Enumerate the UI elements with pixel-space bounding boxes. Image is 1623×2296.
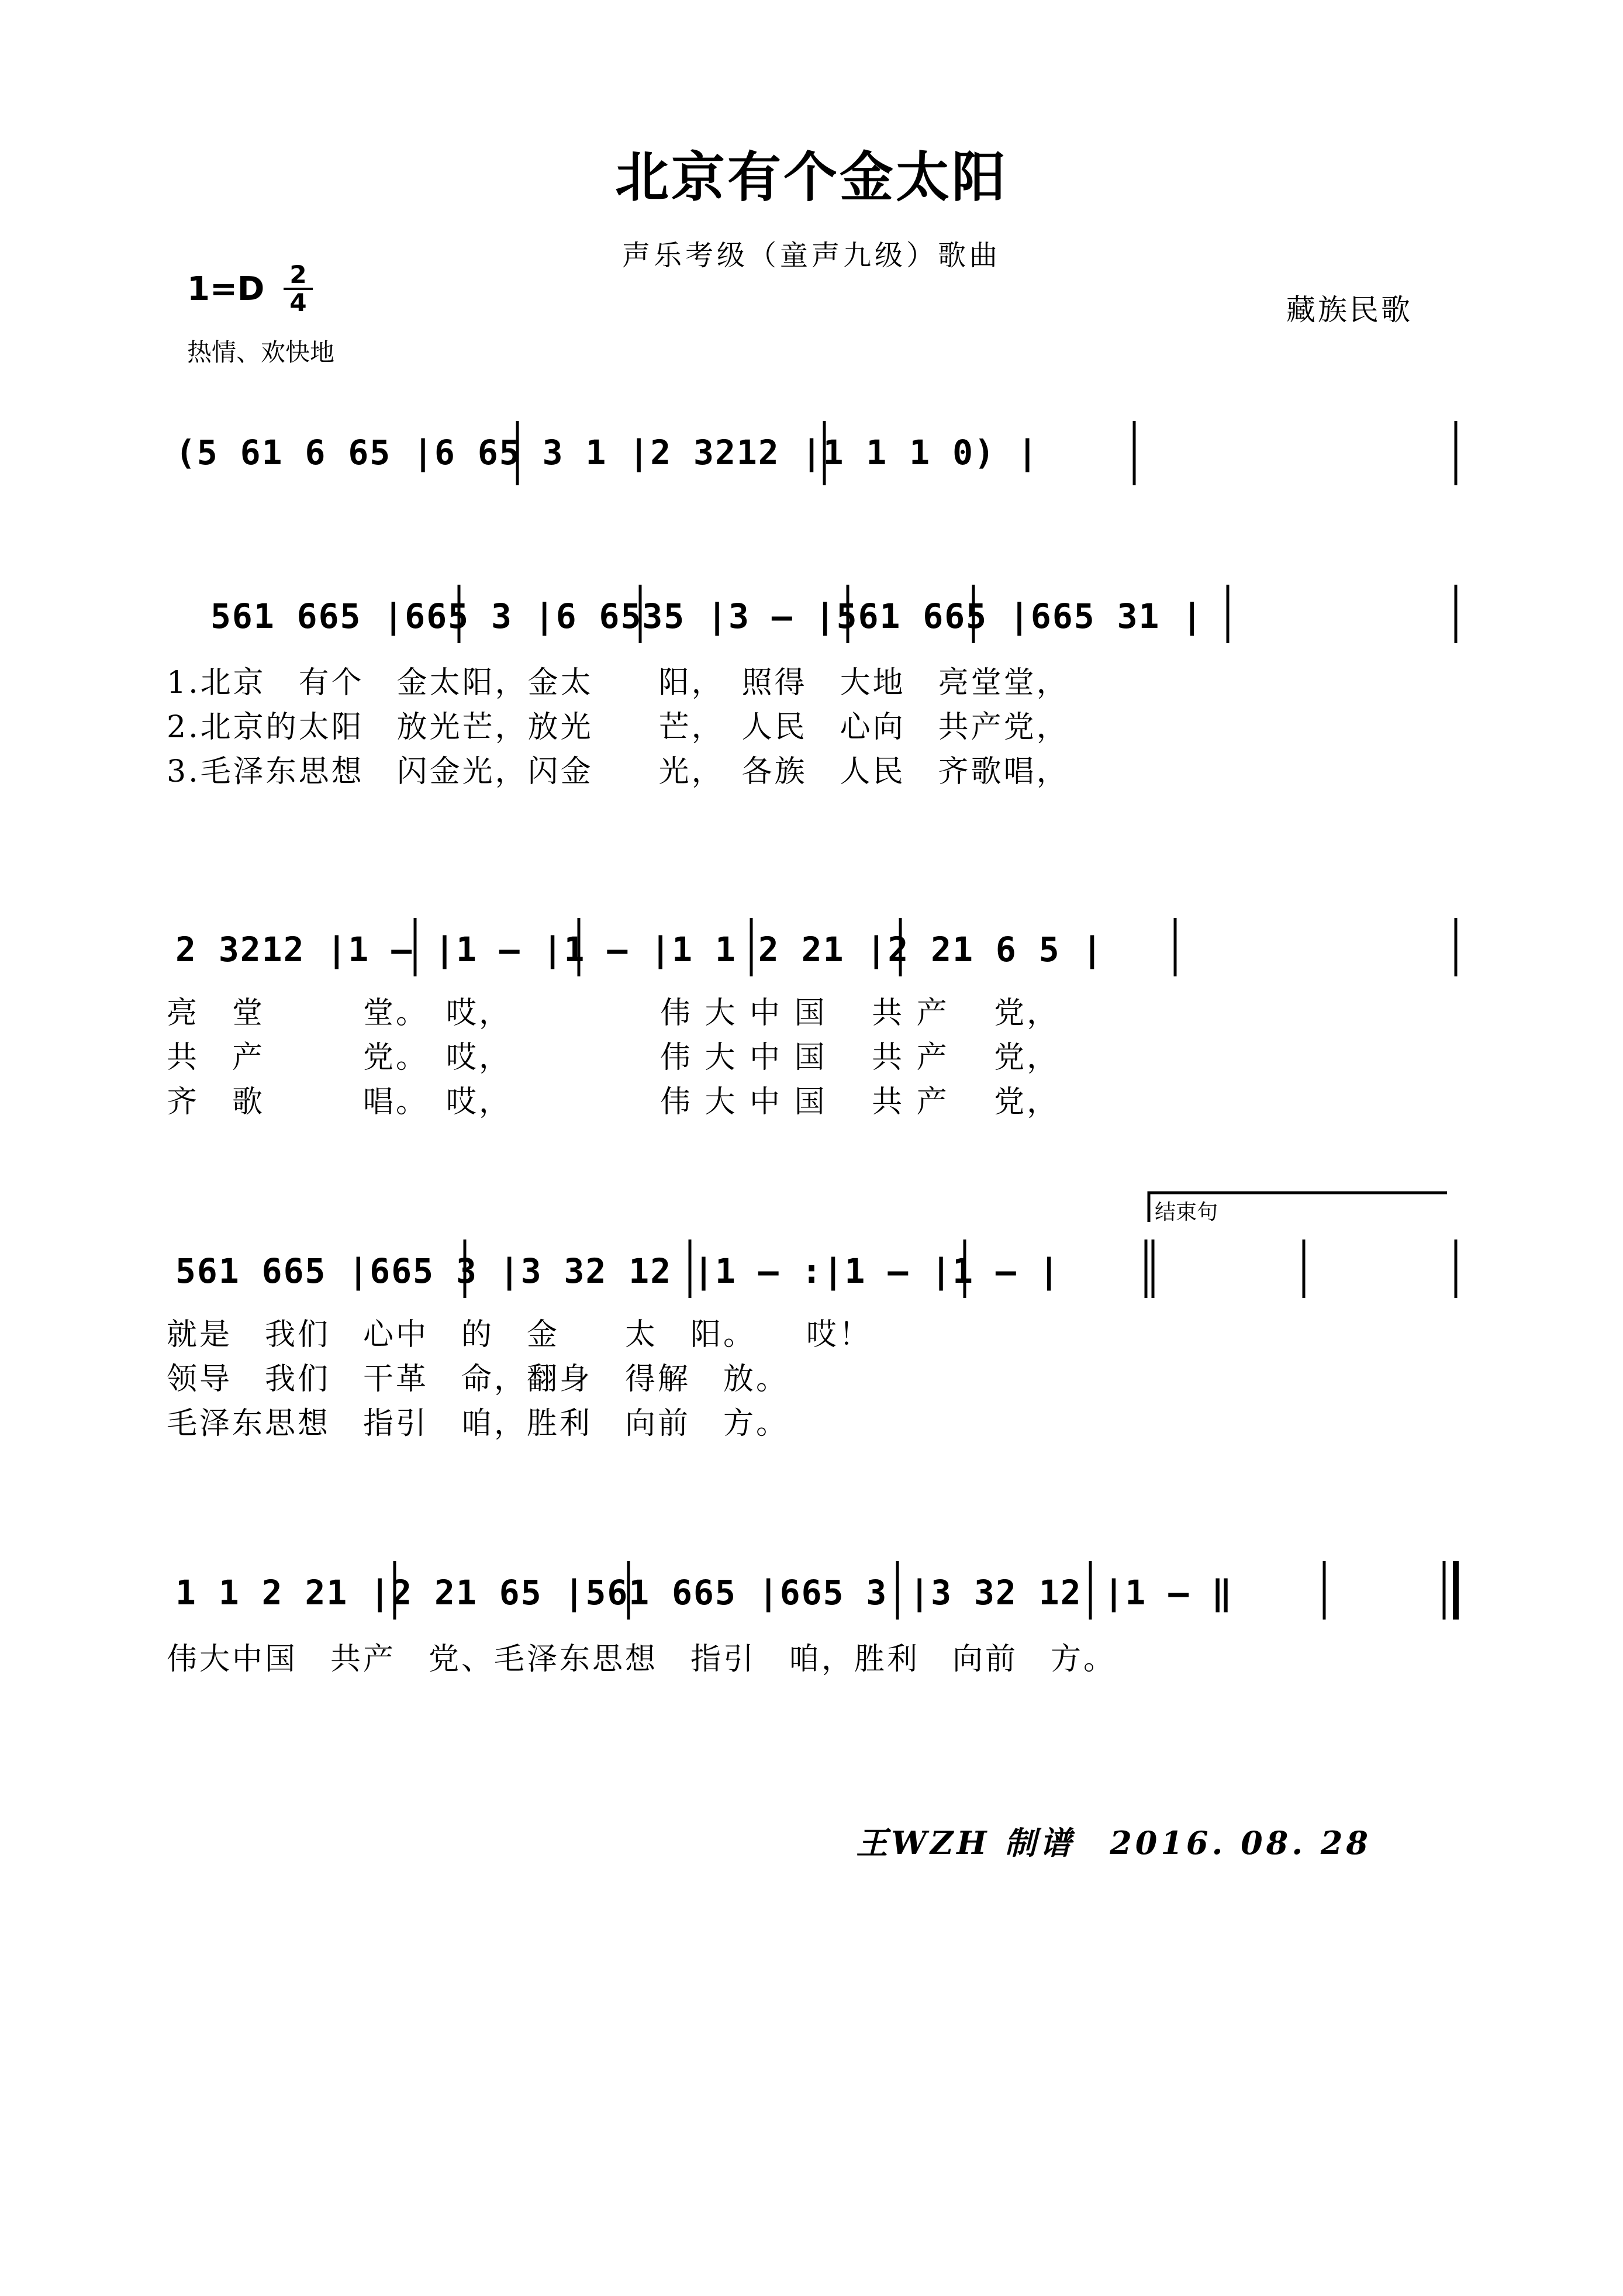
lyric-line: 伟大中国 共产 党、毛泽东思想 指引 咱，胜利 向前 方。 <box>167 1642 1117 1677</box>
transcription-credit: 王WZH 制谱 2016. 08. 28 <box>856 1824 1372 1862</box>
time-signature-top: 2 <box>289 260 307 289</box>
lyric-line: 就是 我们 心中 的 金 太 阳。 哎！ <box>167 1317 872 1352</box>
system-5-notes: 1 1 2 21 |2 21 65 |561 665 |665 3 |3 32 12 |1 – ‖ <box>175 1573 1234 1613</box>
lyric-line: 齐 歌 唱。 哎， 伟 大 中 国 共 产 党， <box>167 1085 1060 1120</box>
lyric-line: 亮 堂 堂。 哎， 伟 大 中 国 共 产 党， <box>167 996 1060 1031</box>
lyric-line: 3.毛泽东思想 闪金光，闪金 光， 各族 人民 齐歌唱， <box>167 754 1069 789</box>
system-4-notes: 561 665 |665 3 |3 32 12 |1 – :|1 – |1 – | <box>175 1251 1061 1291</box>
key-signature: 1=D <box>187 270 265 308</box>
lyric-line: 领导 我们 干革 命，翻身 得解 放。 <box>167 1362 789 1397</box>
tempo-marking: 热情、欢快地 <box>187 338 335 367</box>
lyric-line: 共 产 党。 哎， 伟 大 中 国 共 产 党， <box>167 1040 1060 1075</box>
song-subtitle: 声乐考级（童声九级）歌曲 <box>621 239 1001 272</box>
time-signature-bottom: 4 <box>284 288 313 316</box>
lyric-line: 2.北京的太阳 放光芒，放光 芒， 人民 心向 共产党， <box>167 710 1069 745</box>
ending-label: 结束句 <box>1155 1200 1218 1224</box>
system-3-lyrics <box>167 991 1059 1124</box>
lyric-line: 1.北京 有个 金太阳，金太 阳， 照得 大地 亮堂堂， <box>167 665 1069 700</box>
system-4-lyrics <box>167 1313 872 1446</box>
system-2-lyrics <box>167 661 1069 794</box>
song-title: 北京有个金太阳 <box>614 146 1008 209</box>
song-origin: 藏族民歌 <box>1286 293 1413 327</box>
system-3-notes: 2 3212 |1 – |1 – |1 – |1 1 2 21 |2 21 6 5 | <box>175 930 1104 969</box>
system-1-notes: (5 61 6 65 |6 65 3 1 |2 3212 |1 1 1 0) | <box>175 433 1039 472</box>
system-5-lyrics <box>167 1637 1116 1682</box>
lyric-line: 毛泽东思想 指引 咱，胜利 向前 方。 <box>167 1406 789 1441</box>
system-2-notes: 561 665 |665 3 |6 6535 |3 – |561 665 |665 31 | <box>210 596 1204 636</box>
